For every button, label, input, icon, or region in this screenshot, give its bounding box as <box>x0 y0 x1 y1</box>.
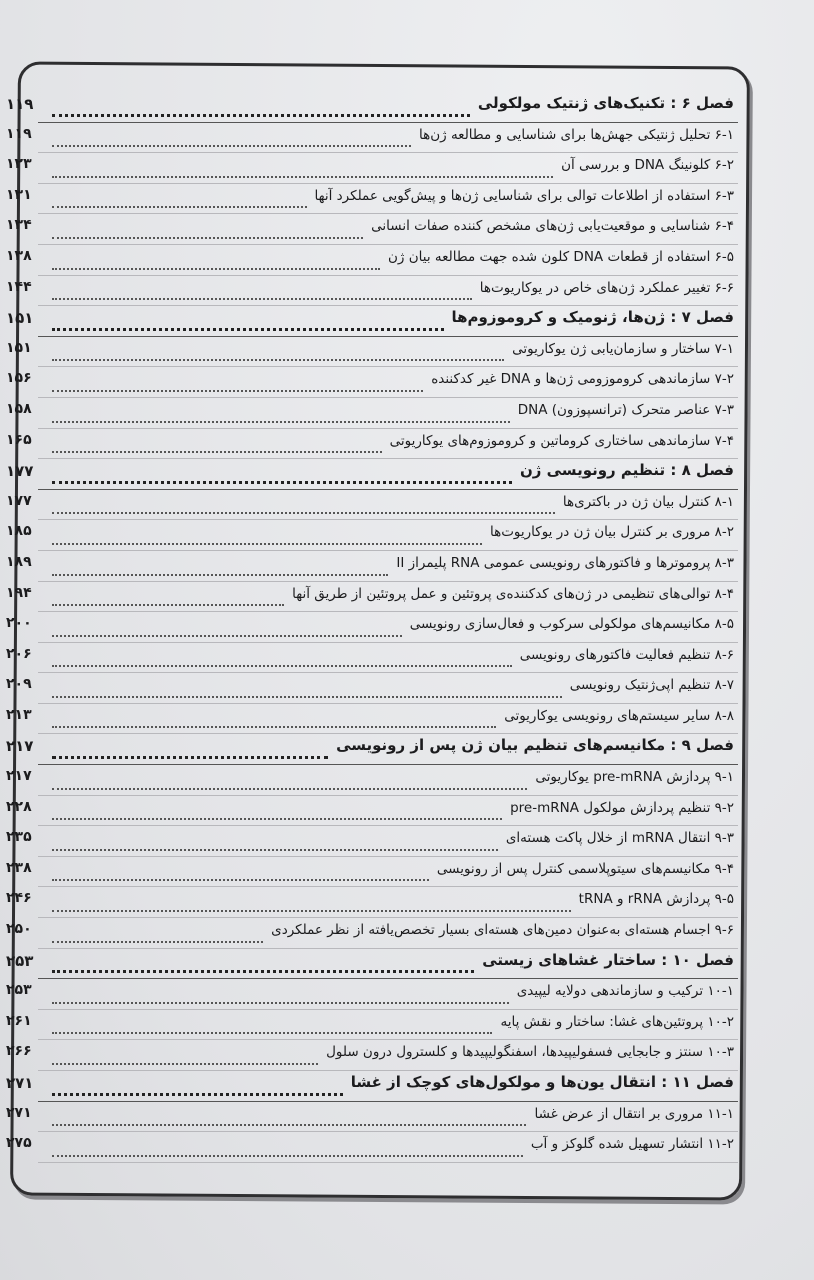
dot-leader <box>52 512 555 514</box>
section-row <box>0 520 738 551</box>
section-title: ۷-۲ سازماندهی کروموزومی ژن‌ها و DNA غیر کدکننده <box>431 371 734 388</box>
page-number: ۲۰۹ <box>6 676 32 693</box>
page-number: ۲۴۶ <box>6 890 32 907</box>
section-row <box>0 826 738 857</box>
section-row <box>0 643 738 674</box>
page-number: ۲۰۶ <box>6 645 32 662</box>
dot-leader <box>52 941 263 943</box>
section-row <box>0 398 738 429</box>
section-row <box>0 429 738 460</box>
page-number: ۲۰۰ <box>6 615 32 632</box>
section-title: ۸-۷ تنظیم اپی‌ژنتیک رونویسی <box>569 677 734 694</box>
section-row <box>0 612 738 643</box>
page-number: ۲۷۱ <box>6 1074 34 1092</box>
section-row <box>0 979 738 1010</box>
page-number: ۱۳۴ <box>6 217 32 234</box>
dot-leader <box>52 298 472 300</box>
section-row <box>0 796 738 827</box>
chapter-heading-row <box>0 92 738 123</box>
dot-leader <box>52 390 423 392</box>
section-title: ۹-۵ پردازش rRNA و tRNA <box>578 891 734 908</box>
page-number: ۲۵۰ <box>6 921 32 938</box>
dot-leader <box>52 328 444 331</box>
section-row <box>0 214 738 245</box>
chapter-heading-row <box>0 306 738 337</box>
page-number: ۲۱۷ <box>6 737 34 756</box>
chapter-title: فصل ۷ : ژن‌ها، ژنومیک و کروموزوم‌ها <box>451 308 734 327</box>
page-number: ۱۴۴ <box>6 278 32 295</box>
dot-leader <box>52 359 504 361</box>
page-number: ۲۵۳ <box>6 982 32 999</box>
dot-leader <box>52 1002 509 1004</box>
section-row <box>0 123 738 154</box>
dot-leader <box>52 726 496 728</box>
section-title: ۷-۳ عناصر متحرک (ترانسپوزون) DNA <box>517 401 734 418</box>
page-number: ۱۵۶ <box>6 370 32 387</box>
dot-leader <box>52 114 470 117</box>
section-title: ۹-۶ اجسام هسته‌ای به‌عنوان دمین‌های هسته‌ای بسیار تخصص‌یافته از نظر عملکردی <box>271 922 734 939</box>
section-title: ۱۰-۳ سنتز و جابجایی فسفولیپیدها، اسفنگولیپیدها و کلسترول درون سلول <box>326 1044 734 1061</box>
section-title: ۸-۴ توالی‌های تنظیمی در ژن‌های کدکننده‌ی پروتئین و عمل پروتئین از طریق آنها <box>292 585 734 602</box>
page-number: ۱۵۱ <box>6 309 34 328</box>
dot-leader <box>52 1093 343 1096</box>
page-number: ۲۱۷ <box>6 768 32 785</box>
page-number: ۱۳۱ <box>6 186 32 203</box>
page-number: ۲۵۳ <box>6 951 34 970</box>
page-number: ۲۶۱ <box>6 1012 32 1029</box>
section-row <box>0 1010 738 1041</box>
section-row <box>0 582 738 613</box>
section-row <box>0 1040 738 1071</box>
dot-leader <box>52 543 482 545</box>
page-number: ۲۷۱ <box>6 1104 32 1121</box>
section-title: ۶-۱ تحلیل ژنتیکی جهش‌ها برای شناسایی و مطالعه ژن‌ها <box>418 126 734 143</box>
table-of-contents <box>0 92 738 1163</box>
page-number: ۱۸۹ <box>6 553 32 570</box>
section-row <box>0 918 738 949</box>
section-row <box>0 704 738 735</box>
section-row <box>0 245 738 276</box>
dot-leader <box>52 481 512 484</box>
dot-leader <box>52 696 562 698</box>
section-title: ۸-۸ سایر سیستم‌های رونویسی یوکاریوتی <box>504 707 734 724</box>
page-number: ۱۷۷ <box>6 462 34 481</box>
dot-leader <box>52 268 380 270</box>
page-number: ۱۳۸ <box>6 247 32 264</box>
section-title: ۹-۱ پردازش pre-mRNA یوکاریوتی <box>535 769 734 786</box>
dot-leader <box>52 970 474 973</box>
section-title: ۸-۵ مکانیسم‌های مولکولی سرکوب و فعال‌سازی رونویسی <box>409 616 734 633</box>
page-number: ۱۲۳ <box>6 156 32 173</box>
section-title: ۱۰-۱ ترکیب و سازماندهی دولایه لیپیدی <box>516 983 734 1000</box>
dot-leader <box>52 1155 523 1157</box>
section-title: ۷-۴ سازماندهی ساختاری کروماتین و کروموزوم‌های یوکاریوتی <box>389 432 734 449</box>
section-title: ۷-۱ ساختار و سازمان‌یابی ژن یوکاریوتی <box>512 340 734 357</box>
dot-leader <box>52 1032 492 1034</box>
chapter-title: فصل ۸ : تنظیم رونویسی ژن <box>519 461 734 480</box>
section-row <box>0 1132 738 1163</box>
section-row <box>0 857 738 888</box>
section-title: ۸-۲ مروری بر کنترل بیان ژن در یوکاریوت‌ها <box>489 524 734 541</box>
section-row <box>0 337 738 368</box>
dot-leader <box>52 756 328 759</box>
section-row <box>0 551 738 582</box>
dot-leader <box>52 849 498 851</box>
dot-leader <box>52 237 363 239</box>
page-number: ۲۲۸ <box>6 798 32 815</box>
section-row <box>0 765 738 796</box>
chapter-heading-row <box>0 949 738 980</box>
section-title: ۶-۵ استفاده از قطعات DNA کلون شده جهت مطالعه بیان ژن <box>388 248 734 265</box>
section-title: ۱۱-۲ انتشار تسهیل شده گلوکز و آب <box>530 1136 734 1153</box>
page-number: ۱۱۹ <box>6 95 34 113</box>
page-number: ۱۱۹ <box>6 125 32 142</box>
page-number: ۲۳۸ <box>6 859 32 876</box>
dot-leader <box>52 574 388 576</box>
section-row <box>0 887 738 918</box>
dot-leader <box>52 665 512 667</box>
row-divider <box>38 1162 738 1163</box>
dot-leader <box>52 421 510 423</box>
dot-leader <box>52 910 571 912</box>
chapter-title: فصل ۹ : مکانیسم‌های تنظیم بیان ژن پس از رونویسی <box>336 736 734 755</box>
section-title: ۶-۶ تغییر عملکرد ژن‌های خاص در یوکاریوت‌ها <box>479 279 734 296</box>
section-row <box>0 1102 738 1133</box>
dot-leader <box>52 818 502 820</box>
page-number: ۱۷۷ <box>6 492 32 509</box>
dot-leader <box>52 451 382 453</box>
section-row <box>0 153 738 184</box>
section-title: ۸-۱ کنترل بیان ژن در باکتری‌ها <box>562 493 734 510</box>
page-number: ۱۵۸ <box>6 400 32 417</box>
page-number: ۲۱۳ <box>6 706 32 723</box>
section-title: ۶-۴ شناسایی و موقعیت‌یابی ژن‌های مشخص کننده صفات انسانی <box>371 218 734 235</box>
section-row <box>0 276 738 307</box>
section-row <box>0 367 738 398</box>
section-title: ۹-۴ مکانیسم‌های سیتوپلاسمی کنترل پس از رونویسی <box>436 860 734 877</box>
page-number: ۱۸۵ <box>6 523 32 540</box>
section-title: ۶-۲ کلونینگ DNA و بررسی آن <box>561 157 734 174</box>
section-title: ۸-۶ تنظیم فعالیت فاکتورهای رونویسی <box>519 646 734 663</box>
chapter-title: فصل ۶ : تکنیک‌های ژنتیک مولکولی <box>477 94 734 112</box>
dot-leader <box>52 1124 526 1126</box>
chapter-title: فصل ۱۱ : انتقال یون‌ها و مولکول‌های کوچک از غشا <box>350 1073 734 1091</box>
chapter-heading-row <box>0 1071 738 1102</box>
section-row <box>0 184 738 215</box>
dot-leader <box>52 176 553 178</box>
section-row <box>0 490 738 521</box>
section-title: ۱۱-۱ مروری بر انتقال از عرض غشا <box>534 1105 734 1122</box>
dot-leader <box>52 145 411 147</box>
section-title: ۹-۲ تنظیم پردازش مولکول pre-mRNA <box>510 799 734 816</box>
dot-leader <box>52 604 284 606</box>
dot-leader <box>52 879 429 881</box>
section-title: ۸-۳ پروموترها و فاکتورهای رونویسی عمومی RNA پلیمراز II <box>396 554 734 571</box>
page-number: ۲۶۶ <box>6 1043 32 1060</box>
page-number: ۲۳۵ <box>6 829 32 846</box>
page-number: ۱۶۵ <box>6 431 32 448</box>
section-title: ۹-۳ انتقال mRNA از خلال پاکت هسته‌ای <box>505 830 734 847</box>
chapter-heading-row <box>0 734 738 765</box>
section-row <box>0 673 738 704</box>
page-number: ۱۵۱ <box>6 339 32 356</box>
section-title: ۱۰-۲ پروتئین‌های غشا: ساختار و نقش پایه <box>500 1013 734 1030</box>
dot-leader <box>52 788 527 790</box>
chapter-heading-row <box>0 459 738 490</box>
page-number: ۲۷۵ <box>6 1135 32 1152</box>
chapter-title: فصل ۱۰ : ساختار غشاهای زیستی <box>482 950 734 969</box>
dot-leader <box>52 635 402 637</box>
page-number: ۱۹۴ <box>6 584 32 601</box>
dot-leader <box>52 1063 318 1065</box>
dot-leader <box>52 206 307 208</box>
section-title: ۶-۳ استفاده از اطلاعات توالی برای شناسایی ژن‌ها و پیش‌گویی عملکرد آنها <box>314 187 734 204</box>
